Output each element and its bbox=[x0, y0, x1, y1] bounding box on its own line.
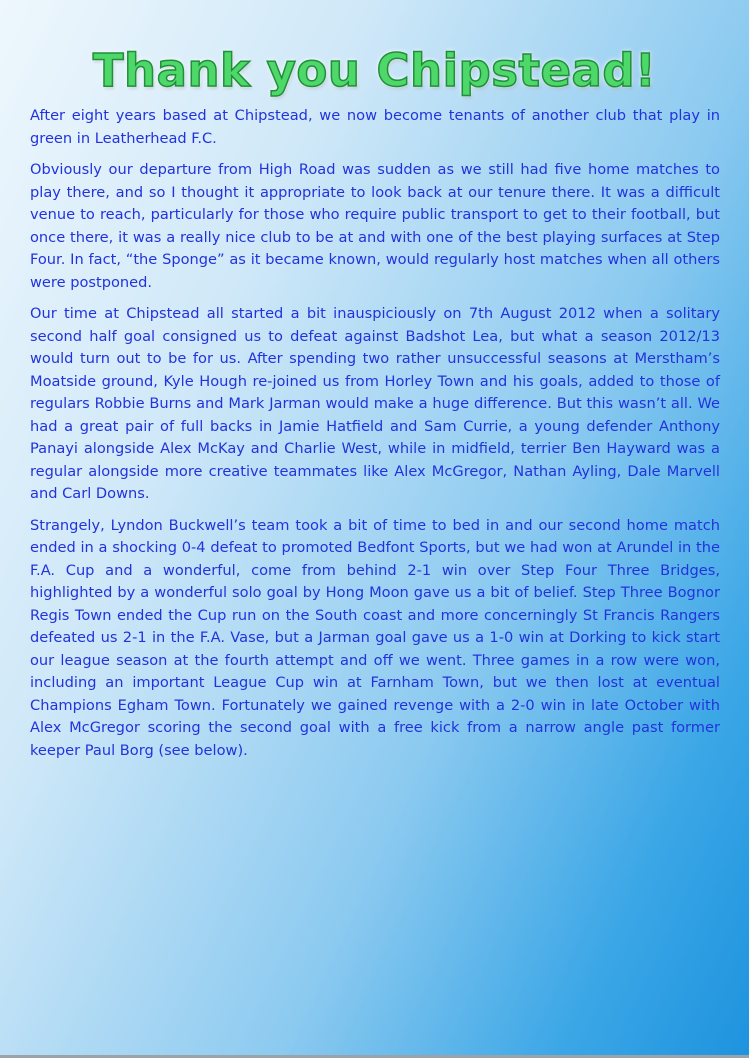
paragraph-3: Our time at Chipstead all started a bit inauspiciously on 7th August 2012 when a solitary second half goal consigned us to defeat against Badshot Lea, but what a season 2012/13 would turn out to be for us. After spending two rather unsuccessful seasons at Merstham’s Moatside ground, Kyle Hough re-joined us from Horley Town and his goals, added to those of regulars Robbie Burns and Mark Jarman would make a huge difference. But this wasn’t all. We had a great pair of full backs in Jamie Hatfield and Sam Currie, a young defender Anthony Panayi alongside Alex McKay and Charlie West, while in midfield, terrier Ben Hayward was a regular alongside more creative teammates like Alex McGregor, Nathan Ayling, Dale Marvell and Carl Downs. bbox=[30, 305, 720, 502]
article-body bbox=[30, 105, 720, 771]
paragraph-4: Strangely, Lyndon Buckwell’s team took a bit of time to bed in and our second home match ended in a shocking 0-4 defeat to promoted Bedfont Sports, but we had won at Arundel in the F.A. Cup and a wonderful, come from behind 2-1 win over Step Four Three Bridges, highlighted by a wonderful solo goal by Hong Moon gave us a bit of belief. Step Three Bognor Regis Town ended the Cup run on the South coast and more concerningly St Francis Rangers defeated us 2-1 in the F.A. Vase, but a Jarman goal gave us a 1-0 win at Dorking to kick start our league season at the fourth attempt and off we went. Three games in a row were won, including an important League Cup win at Farnham Town, but we then lost at eventual Champions Egham Town. Fortunately we gained revenge with a 2-0 win in late October with Alex McGregor scoring the second goal with a free kick from a narrow angle past former keeper Paul Borg (see below). bbox=[30, 516, 720, 759]
paragraph-1: After eight years based at Chipstead, we now become tenants of another club that play in green in Leatherhead F.C. bbox=[30, 107, 720, 147]
page-title: Thank you Chipstead! bbox=[92, 44, 657, 98]
paragraph-2: Obviously our departure from High Road was sudden as we still had five home matches to play there, and so I thought it appropriate to look back at our tenure there. It was a difficult venue to reach, particularly for those who require public transport to get to their football, but once there, it was a really nice club to be at and with one of the best playing surfaces at Step Four. In fact, “the Sponge” as it became known, would regularly host matches when all others were postponed. bbox=[30, 161, 720, 291]
